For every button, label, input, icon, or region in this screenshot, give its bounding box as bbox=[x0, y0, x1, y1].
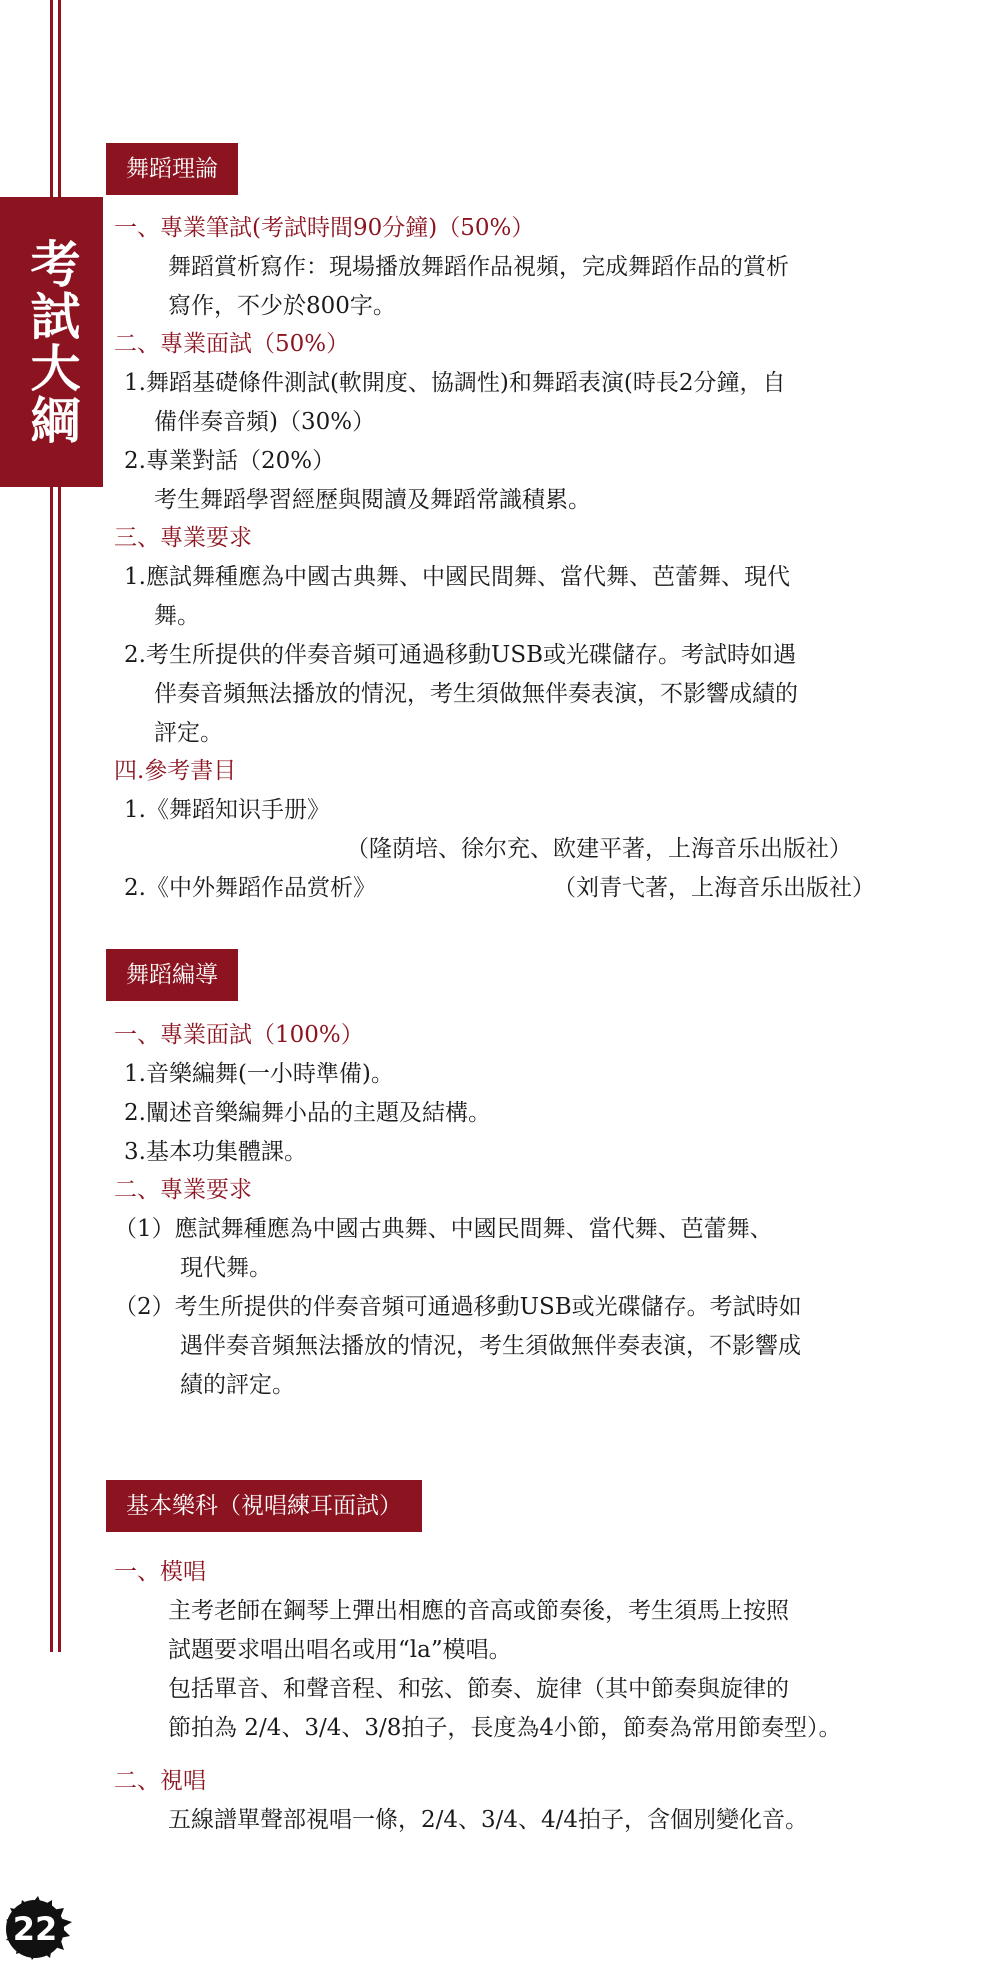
list-item: 1.音樂編舞(一小時準備)。 bbox=[124, 1061, 394, 1087]
list-item: 3.基本功集體課。 bbox=[124, 1139, 307, 1165]
list-item: 備伴奏音頻)（30%） bbox=[154, 409, 376, 435]
list-item: 現代舞。 bbox=[180, 1255, 272, 1281]
paragraph-line: 包括單音、和聲音程、和弦、節奏、旋律（其中節奏與旋律的 bbox=[168, 1676, 789, 1702]
paragraph-line: 五線譜單聲部視唱一條，2/4、3/4、4/4拍子，含個別變化音。 bbox=[168, 1807, 809, 1833]
heading: 二、視唱 bbox=[114, 1768, 206, 1794]
paragraph-line: 主考老師在鋼琴上彈出相應的音高或節奏後，考生須馬上按照 bbox=[168, 1598, 789, 1624]
list-item: 1.應試舞種應為中國古典舞、中國民間舞、當代舞、芭蕾舞、現代 bbox=[124, 564, 790, 590]
list-item: 2.闡述音樂編舞小品的主題及結構。 bbox=[124, 1100, 491, 1126]
book-publisher: （刘青弋著，上海音乐出版社） bbox=[553, 875, 875, 901]
paragraph-line: 節拍為 2/4、3/4、3/8拍子，長度為4小節，節奏為常用節奏型）。 bbox=[168, 1715, 842, 1741]
book-title: 2.《中外舞蹈作品赏析》 bbox=[124, 875, 376, 901]
heading: 一、專業面試（100%） bbox=[114, 1022, 364, 1048]
book-title: 1.《舞蹈知识手册》 bbox=[124, 797, 330, 823]
page-number-badge bbox=[4, 1894, 74, 1964]
section-title-music-basics: 基本樂科（視唱練耳面試） bbox=[106, 1480, 422, 1532]
book-publisher: （隆荫培、徐尔充、欧建平著，上海音乐出版社） bbox=[346, 836, 852, 862]
section-title-dance-theory: 舞蹈理論 bbox=[106, 143, 238, 195]
paragraph-line: 考生舞蹈學習經歷與閱讀及舞蹈常識積累。 bbox=[154, 487, 591, 513]
paragraph-line: 寫作，不少於800字。 bbox=[168, 293, 396, 319]
paragraph-line: 試題要求唱出唱名或用“la”模唱。 bbox=[168, 1637, 512, 1663]
paragraph-line: 舞蹈賞析寫作：現場播放舞蹈作品視頻，完成舞蹈作品的賞析 bbox=[168, 254, 789, 280]
list-item: 1.舞蹈基礎條件測試(軟開度、協調性)和舞蹈表演(時長2分鐘，自 bbox=[124, 370, 786, 396]
heading: 二、專業面試（50%） bbox=[114, 331, 350, 357]
heading: 一、模唱 bbox=[114, 1559, 206, 1585]
list-item: 舞。 bbox=[154, 603, 200, 629]
list-item: （2）考生所提供的伴奏音頻可通過移動USB或光碟儲存。考試時如 bbox=[114, 1294, 802, 1320]
sidebar-title: 考試大綱 bbox=[22, 238, 82, 446]
heading: 三、專業要求 bbox=[114, 525, 252, 551]
heading: 一、專業筆試(考試時間90分鐘)（50%） bbox=[114, 215, 535, 241]
list-item: 遇伴奏音頻無法播放的情況，考生須做無伴奏表演，不影響成 bbox=[180, 1333, 801, 1359]
list-item: （1）應試舞種應為中國古典舞、中國民間舞、當代舞、芭蕾舞、 bbox=[114, 1216, 773, 1242]
list-item: 績的評定。 bbox=[180, 1372, 295, 1398]
list-item: 2.專業對話（20%） bbox=[124, 448, 336, 474]
heading: 四.參考書目 bbox=[114, 758, 237, 784]
list-item: 2.考生所提供的伴奏音頻可通過移動USB或光碟儲存。考試時如遇 bbox=[124, 642, 796, 668]
section-title-choreography: 舞蹈編導 bbox=[106, 949, 238, 1001]
list-item: 伴奏音頻無法播放的情況，考生須做無伴奏表演，不影響成績的 bbox=[154, 681, 798, 707]
heading: 二、專業要求 bbox=[114, 1177, 252, 1203]
sidebar-tab bbox=[0, 197, 103, 487]
page-number: 22 bbox=[6, 1900, 64, 1958]
list-item: 評定。 bbox=[154, 720, 223, 746]
